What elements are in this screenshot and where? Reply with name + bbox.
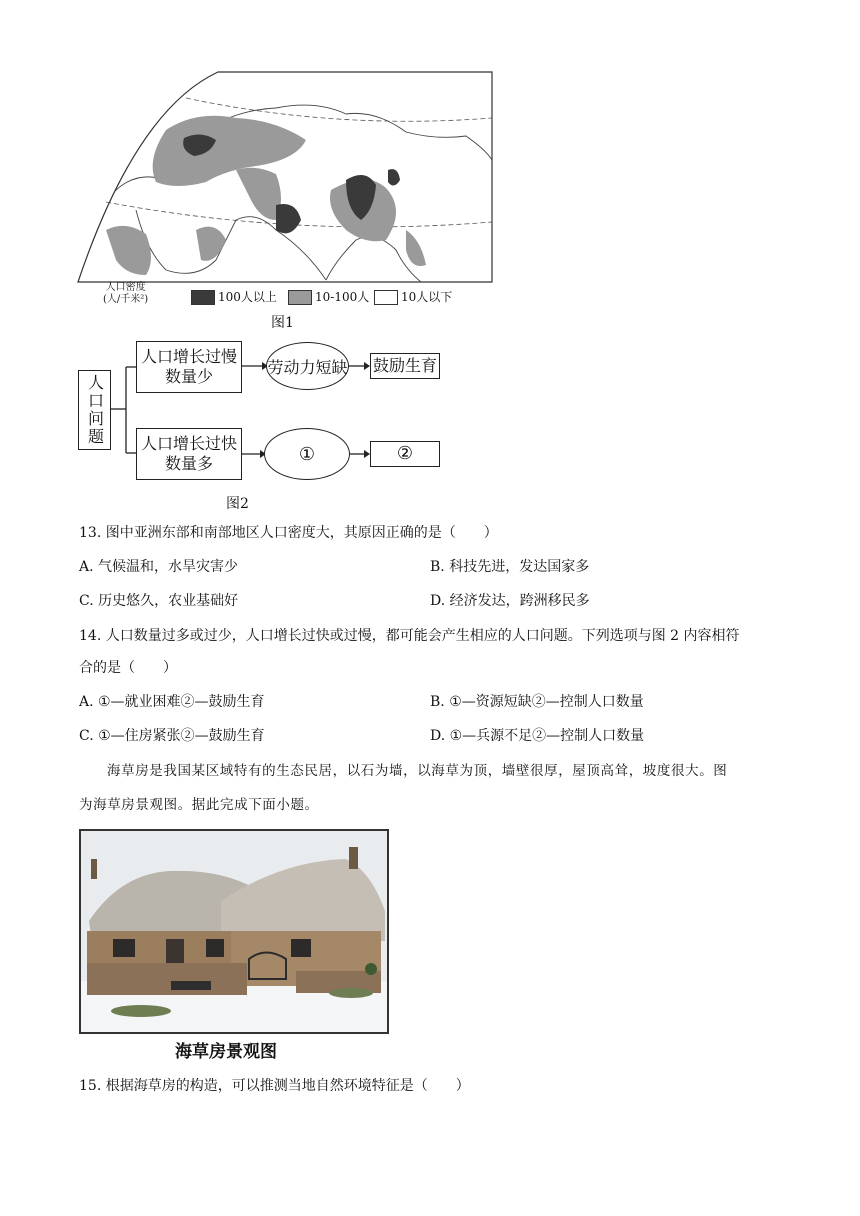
legend-title	[103, 282, 148, 306]
top-measure-box: 鼓励生育	[370, 353, 440, 379]
population-density-map	[76, 70, 494, 284]
top-effect-ellipse: 劳动力短缺	[266, 342, 349, 390]
legend-swatch-high	[191, 290, 215, 305]
q15-stem: 15. 根据海草房的构造，可以推测当地自然环境特征是（ ）	[79, 1078, 470, 1094]
root-box: 人口问题	[78, 370, 111, 450]
q14-option-d[interactable]: D. ①—兵源不足②—控制人口数量	[430, 728, 645, 744]
legend-label-medium: 10-100人	[315, 290, 370, 304]
q13-option-a[interactable]: A. 气候温和，水旱灾害少	[79, 559, 239, 575]
figure1-caption: 图1	[271, 315, 294, 331]
legend-title-line2: (人/千米²)	[103, 294, 149, 305]
bottom-cause-box: 人口增长过快 数量多	[136, 428, 242, 480]
legend-label-low: 10人以下	[401, 290, 453, 304]
bottom-effect-ellipse: ①	[264, 428, 350, 480]
map-legend	[103, 284, 483, 314]
seaweed-house-photo	[79, 829, 389, 1034]
q13-option-b[interactable]: B. 科技先进，发达国家多	[430, 559, 590, 575]
q14-option-b[interactable]: B. ①—资源短缺②—控制人口数量	[430, 694, 644, 710]
legend-item-low	[374, 288, 452, 305]
legend-swatch-medium	[288, 290, 312, 305]
legend-item-high	[191, 288, 277, 305]
passage-line2: 为海草房景观图。据此完成下面小题。	[79, 797, 319, 813]
legend-item-medium	[288, 288, 369, 305]
q13-stem: 13. 图中亚洲东部和南部地区人口密度大，其原因正确的是（ ）	[79, 525, 498, 541]
q14-option-a[interactable]: A. ①—就业困难②—鼓励生育	[79, 694, 265, 710]
q14-stem-line1: 14. 人口数量过多或过少，人口增长过快或过慢，都可能会产生相应的人口问题。下列选项与图 2 内容相符	[79, 628, 740, 644]
q14-option-c[interactable]: C. ①—住房紧张②—鼓励生育	[79, 728, 265, 744]
top-cause-box: 人口增长过慢 数量少	[136, 341, 242, 393]
q13-option-c[interactable]: C. 历史悠久，农业基础好	[79, 593, 239, 609]
q14-stem-line2: 合的是（ ）	[79, 660, 177, 676]
q13-option-d[interactable]: D. 经济发达，跨洲移民多	[430, 593, 590, 609]
bottom-measure-box: ②	[370, 441, 440, 467]
photo-caption: 海草房景观图	[175, 1042, 277, 1062]
passage-line1: 海草房是我国某区域特有的生态民居，以石为墙，以海草为顶，墙壁很厚，屋顶高耸，坡度很大。图	[107, 763, 728, 779]
population-problem-diagram	[76, 336, 446, 486]
legend-swatch-low	[374, 290, 398, 305]
legend-label-high: 100人以上	[218, 290, 277, 304]
figure2-caption: 图2	[226, 496, 249, 512]
legend-title-line1: 人口密度	[105, 282, 146, 293]
